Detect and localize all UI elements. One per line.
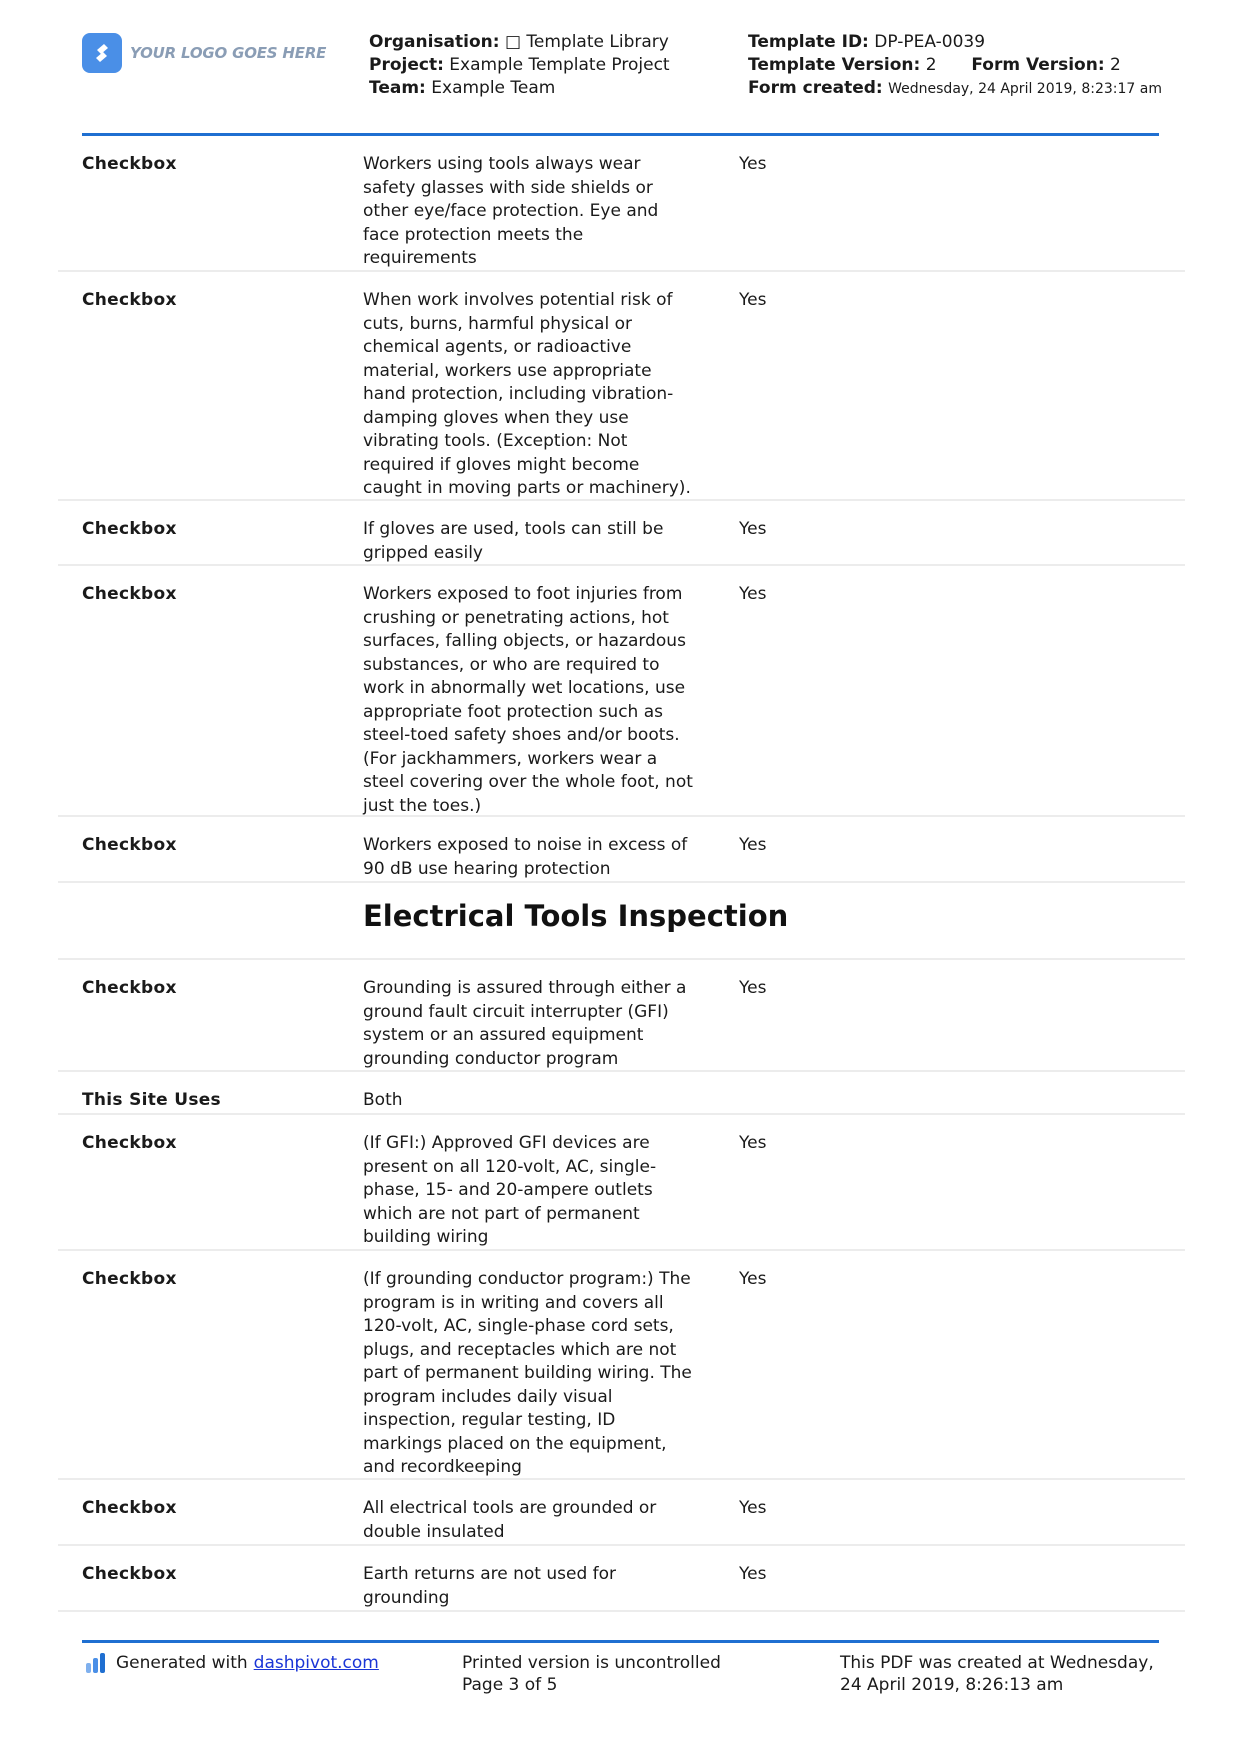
table-row [58, 1072, 1185, 1115]
row-text: Workers using tools always wear safety glasses with side shields or other eye/face protection. Eye and face protection meets the requirements [363, 154, 659, 268]
table-row [58, 272, 1185, 501]
template-id-label: Template ID: [748, 32, 869, 52]
row-text: Grounding is assured through either a ground fault circuit interrupter (GFI) system or an assured equipment grounding conductor program [363, 978, 687, 1069]
template-id-line [748, 31, 1168, 54]
row-label: This Site Uses [82, 1090, 221, 1110]
row-value: Yes [739, 154, 767, 174]
row-value: Yes [739, 584, 767, 604]
row-value: Yes [739, 1564, 767, 1584]
row-value: Yes [739, 290, 767, 310]
form-created-line [748, 77, 1168, 101]
row-label: Checkbox [82, 519, 177, 539]
team-value: Example Team [431, 78, 556, 98]
row-label: Checkbox [82, 1133, 177, 1153]
row-text: If gloves are used, tools can still be gripped easily [363, 519, 664, 563]
checklist-table [58, 136, 1185, 1612]
header-template-info [748, 31, 1168, 101]
row-text: When work involves potential risk of cuts, burns, harmful physical or chemical agents, or radioactive material, workers use appropriate hand protection, including vibration-damping gloves when they use vibrating tools. (Exception: Not required if gloves might become caught in moving parts or machinery). [363, 290, 691, 498]
dashpivot-link[interactable]: dashpivot.com [253, 1653, 379, 1673]
row-text: All electrical tools are grounded or double insulated [363, 1498, 657, 1542]
row-text: Workers exposed to foot injuries from crushing or penetrating actions, hot surfaces, falling objects, or hazardous substances, or who are required to work in abnormally wet locations, use appropriate foot protection such as steel-toed safety shoes and/or boots. (For jackhammers, workers wear a steel covering over the whole foot, not just the toes.) [363, 584, 693, 816]
organisation-label: Organisation: [369, 32, 500, 52]
logo-icon [82, 33, 122, 73]
row-label: Checkbox [82, 1564, 177, 1584]
organisation-value: □ Template Library [504, 32, 669, 52]
row-value: Yes [739, 978, 767, 998]
uncontrolled-note: Printed version is uncontrolled [462, 1653, 721, 1673]
table-row [58, 501, 1185, 566]
row-text: (If GFI:) Approved GFI devices are present on all 120-volt, AC, single-phase, 15- and 20-ampere outlets which are not part of permanent building wiring [363, 1133, 657, 1247]
project-line [369, 54, 709, 77]
row-text: Both [363, 1090, 403, 1110]
row-text: Workers exposed to noise in excess of 90 dB use hearing protection [363, 835, 688, 879]
table-row [58, 566, 1185, 817]
row-label: Checkbox [82, 835, 177, 855]
table-row [58, 817, 1185, 883]
row-value: Yes [739, 1133, 767, 1153]
row-text: Earth returns are not used for grounding [363, 1564, 617, 1608]
company-logo [82, 33, 326, 73]
form-created-label: Form created: [748, 78, 883, 98]
project-value: Example Template Project [449, 55, 670, 75]
logo-text: YOUR LOGO GOES HERE [130, 44, 327, 62]
table-row [58, 960, 1185, 1072]
team-label: Team: [369, 78, 426, 98]
section-heading-row [58, 883, 1185, 960]
team-line [369, 77, 709, 100]
dashpivot-bars-icon [86, 1653, 107, 1673]
row-value: Yes [739, 519, 767, 539]
row-label: Checkbox [82, 978, 177, 998]
row-label: Checkbox [82, 1498, 177, 1518]
template-version-label: Template Version: [748, 55, 921, 75]
table-row [58, 1251, 1185, 1480]
form-created-value: Wednesday, 24 April 2019, 8:23:17 am [888, 81, 1162, 97]
row-label: Checkbox [82, 154, 177, 174]
header-project-info [369, 31, 709, 100]
row-label: Checkbox [82, 1269, 177, 1289]
form-version-value: 2 [1110, 55, 1121, 75]
page-number: Page 3 of 5 [462, 1675, 558, 1695]
version-line [748, 54, 1168, 77]
footer-divider [82, 1640, 1159, 1643]
generated-prefix: Generated with [116, 1653, 248, 1673]
table-row [58, 1546, 1185, 1612]
template-id-value: DP-PEA-0039 [874, 32, 986, 52]
row-label: Checkbox [82, 584, 177, 604]
page-header [0, 0, 1239, 140]
row-value: Yes [739, 1498, 767, 1518]
form-version-label: Form Version: [971, 55, 1105, 75]
row-value: Yes [739, 835, 767, 855]
row-label: Checkbox [82, 290, 177, 310]
row-text: (If grounding conductor program:) The program is in writing and covers all 120-volt, AC, single-phase cord sets, plugs, and receptacles which are not part of permanent building wiring. The program includes daily visual inspection, regular testing, ID markings placed on the equipment, and recordkeeping [363, 1269, 692, 1477]
footer-generated [86, 1652, 379, 1674]
table-row [58, 136, 1185, 272]
project-label: Project: [369, 55, 444, 75]
organisation-line [369, 31, 709, 54]
table-row [58, 1480, 1185, 1546]
table-row [58, 1115, 1185, 1251]
row-value: Yes [739, 1269, 767, 1289]
footer-print-info [462, 1652, 762, 1696]
footer-created-at: This PDF was created at Wednesday, 24 April 2019, 8:26:13 am [840, 1653, 1154, 1695]
section-title: Electrical Tools Inspection [363, 899, 789, 933]
template-version-value: 2 [925, 55, 937, 75]
